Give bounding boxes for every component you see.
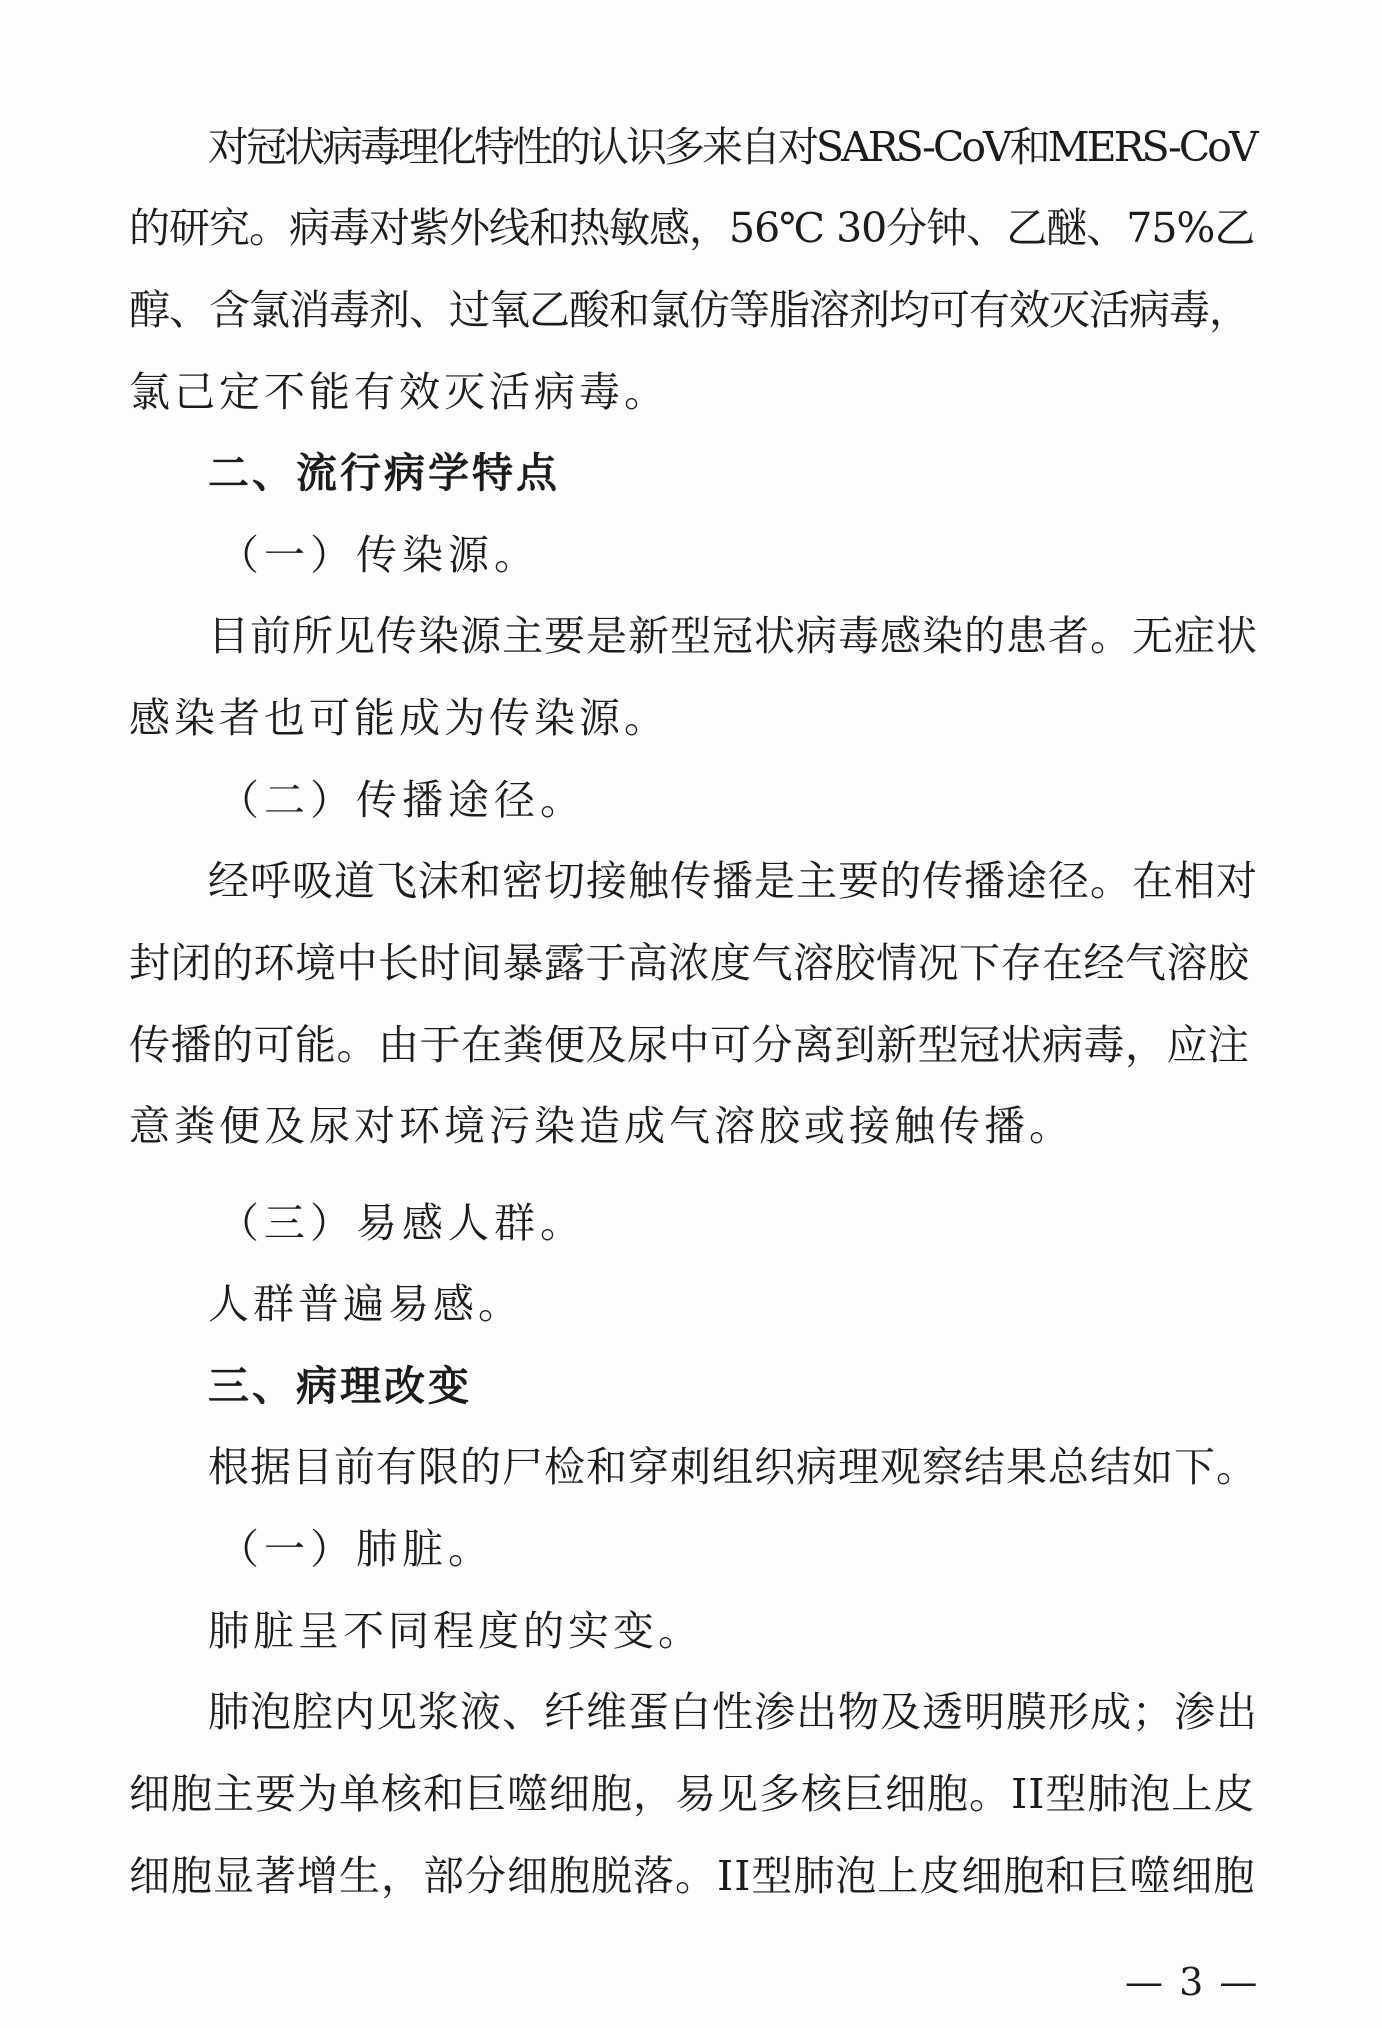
- text-line: 目前所见传染源主要是新型冠状病毒感染的患者。无症状: [208, 612, 1258, 660]
- text-line: 人群普遍易感。: [208, 1280, 523, 1328]
- subsection-heading: （一）肺脏。: [218, 1525, 494, 1573]
- text-line: 根据目前有限的尸检和穿刺组织病理观察结果总结如下。: [208, 1443, 1258, 1491]
- page-number: — 3 —: [1125, 1960, 1260, 2004]
- text-line: 氯己定不能有效灭活病毒。: [129, 368, 669, 416]
- text-line: 意粪便及尿对环境污染造成气溶胶或接触传播。: [129, 1102, 1074, 1150]
- text-line: 肺泡腔内见浆液、纤维蛋白性渗出物及透明膜形成；渗出: [208, 1688, 1258, 1736]
- subsection-heading: （三）易感人群。: [218, 1199, 586, 1247]
- section-heading: 二、流行病学特点: [208, 449, 560, 497]
- text-line: 醇、含氯消毒剂、过氧乙酸和氯仿等脂溶剂均可有效灭活病毒，: [129, 286, 1249, 334]
- subsection-heading: （二）传播途径。: [218, 776, 586, 824]
- text-line: 封闭的环境中长时间暴露于高浓度气溶胶情况下存在经气溶胶: [129, 939, 1250, 987]
- text-line: 对冠状病毒理化特性的认识多来自对SARS-CoV和MERS-CoV: [208, 123, 1256, 171]
- text-line: 细胞显著增生，部分细胞脱落。II型肺泡上皮细胞和巨噬细胞: [129, 1852, 1256, 1900]
- text-line: 细胞主要为单核和巨噬细胞，易见多核巨细胞。II型肺泡上皮: [129, 1770, 1256, 1818]
- text-line: 传播的可能。由于在粪便及尿中可分离到新型冠状病毒，应注: [129, 1021, 1250, 1069]
- text-line: 肺脏呈不同程度的实变。: [208, 1607, 703, 1655]
- text-line: 经呼吸道飞沫和密切接触传播是主要的传播途径。在相对: [208, 857, 1258, 905]
- subsection-heading: （一）传染源。: [218, 531, 540, 579]
- text-line: 感染者也可能成为传染源。: [129, 694, 669, 742]
- text-line: 的研究。病毒对紫外线和热敏感，56℃ 30分钟、乙醚、75%乙: [129, 204, 1255, 252]
- section-heading: 三、病理改变: [208, 1362, 472, 1410]
